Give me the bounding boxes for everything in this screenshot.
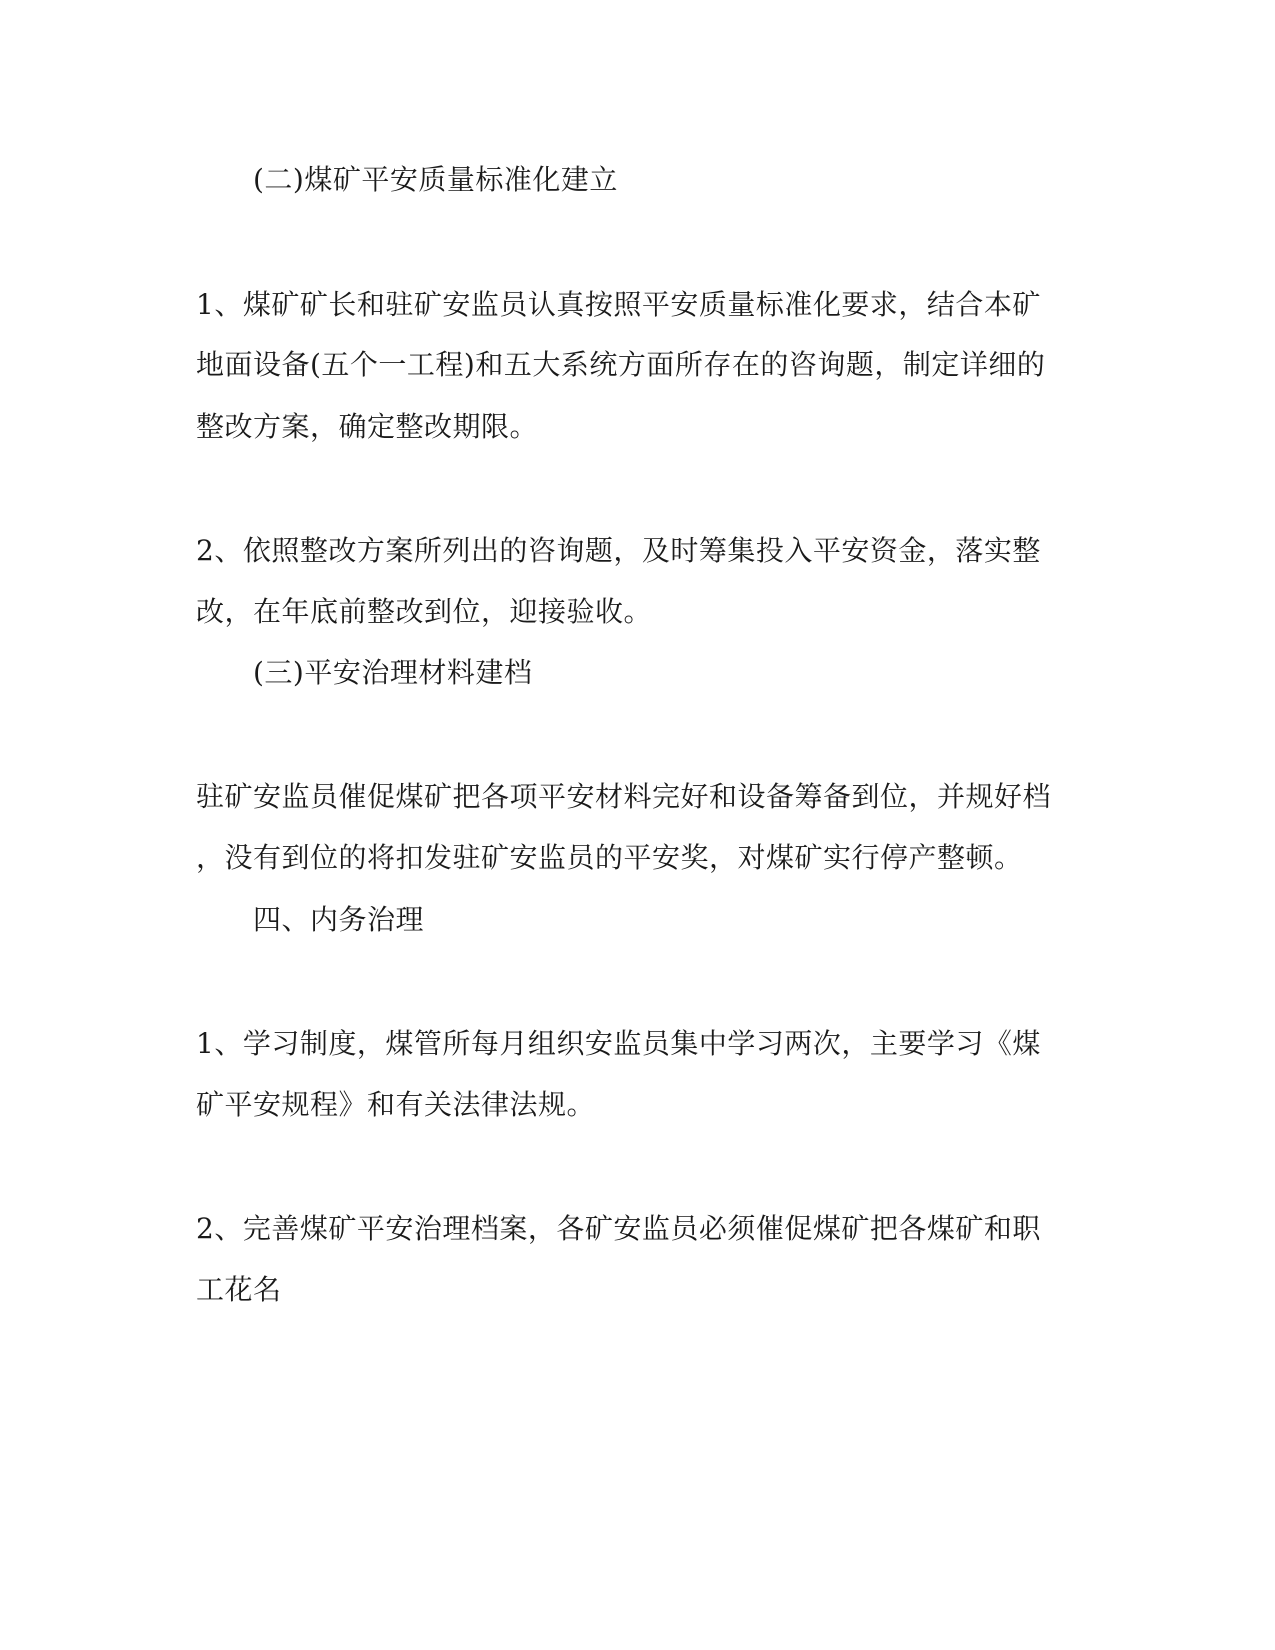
paragraph-1-line-1: 1、煤矿矿长和驻矿安监员认真按照平安质量标准化要求，结合本矿 bbox=[196, 288, 1041, 321]
paragraph-5-line-2: 工花名 bbox=[196, 1273, 282, 1306]
section-heading-safety-materials-archiving: (三)平安治理材料建档 bbox=[253, 656, 533, 689]
paragraph-4-line-1: 1、学习制度，煤管所每月组织安监员集中学习两次，主要学习《煤 bbox=[196, 1027, 1041, 1060]
paragraph-1-line-2: 地面设备(五个一工程)和五大系统方面所存在的咨询题，制定详细的 bbox=[196, 348, 1046, 381]
section-heading-internal-affairs: 四、内务治理 bbox=[253, 903, 425, 936]
section-heading-coal-safety-standardization: (二)煤矿平安质量标准化建立 bbox=[253, 163, 618, 196]
paragraph-2-line-2: 改，在年底前整改到位，迎接验收。 bbox=[196, 595, 653, 628]
paragraph-2-line-1: 2、依照整改方案所列出的咨询题，及时筹集投入平安资金，落实整 bbox=[196, 534, 1041, 567]
paragraph-3-line-2: ，没有到位的将扣发驻矿安监员的平安奖，对煤矿实行停产整顿。 bbox=[196, 841, 1023, 874]
paragraph-1-line-3: 整改方案，确定整改期限。 bbox=[196, 410, 539, 443]
paragraph-3-line-1: 驻矿安监员催促煤矿把各项平安材料完好和设备筹备到位，并规好档 bbox=[196, 780, 1052, 813]
paragraph-5-line-1: 2、完善煤矿平安治理档案，各矿安监员必须催促煤矿把各煤矿和职 bbox=[196, 1212, 1041, 1245]
paragraph-4-line-2: 矿平安规程》和有关法律法规。 bbox=[196, 1088, 596, 1121]
